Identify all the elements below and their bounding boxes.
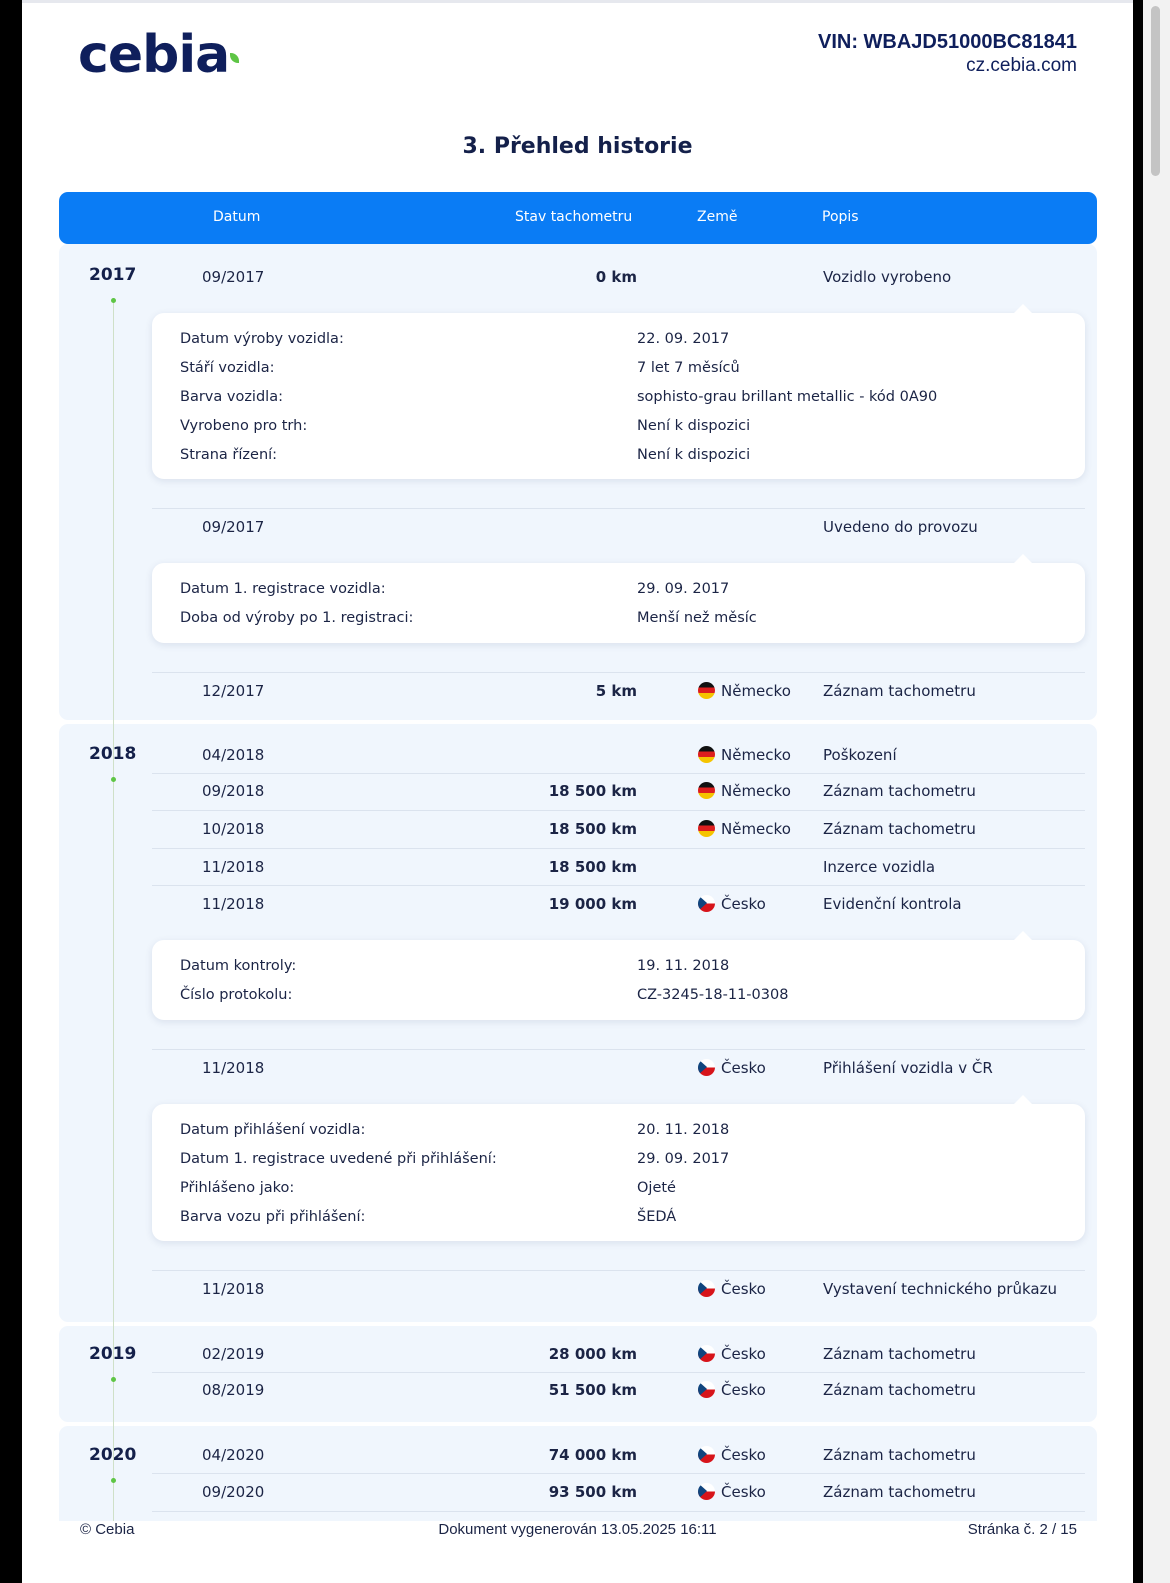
detail-card-cz-registration — [152, 1104, 1085, 1241]
timeline-line — [113, 299, 114, 1521]
detail-key: Číslo protokolu: — [180, 987, 293, 1003]
row-country: Německo — [698, 682, 791, 700]
detail-key: Datum kontroly: — [180, 958, 297, 974]
row-country: Německo — [698, 820, 791, 838]
detail-value: ŠEDÁ — [637, 1209, 677, 1225]
scrollbar-thumb[interactable] — [1151, 6, 1160, 176]
row-country: Česko — [698, 1280, 766, 1298]
row-divider — [152, 773, 1085, 774]
row-country: Česko — [698, 1345, 766, 1363]
row-divider — [152, 672, 1085, 673]
czech-flag-icon — [698, 1059, 715, 1076]
detail-value: CZ-3245-18-11-0308 — [637, 987, 789, 1003]
year-label: 2018 — [89, 744, 137, 764]
detail-key: Datum výroby vozidla: — [180, 331, 344, 347]
czech-flag-icon — [698, 1381, 715, 1398]
report-page — [22, 0, 1133, 1583]
row-date: 02/2019 — [202, 1345, 265, 1363]
germany-flag-icon — [698, 746, 715, 763]
czech-flag-icon — [698, 1483, 715, 1500]
row-country: Česko — [698, 1381, 766, 1399]
site-url[interactable]: cz.cebia.com — [966, 55, 1077, 76]
row-divider — [152, 1511, 1085, 1512]
row-description: Poškození — [823, 746, 897, 764]
row-odometer: 0 km — [595, 268, 637, 286]
row-country: Česko — [698, 1446, 766, 1464]
detail-value: 20. 11. 2018 — [637, 1122, 730, 1138]
row-date: 08/2019 — [202, 1381, 265, 1399]
footer-generated: Dokument vygenerován 13.05.2025 16:11 — [438, 1521, 717, 1538]
row-date: 11/2018 — [202, 895, 265, 913]
vin-block — [818, 31, 1077, 77]
vin-number: VIN: WBAJD51000BC81841 — [817, 31, 1077, 53]
row-date: 10/2018 — [202, 820, 265, 838]
col-date: Datum — [213, 209, 261, 225]
section-title: 3. Přehled historie — [462, 134, 693, 159]
row-odometer: 74 000 km — [548, 1446, 637, 1464]
detail-value: 29. 09. 2017 — [637, 581, 730, 597]
row-description: Záznam tachometru — [823, 682, 976, 700]
detail-value: Ojeté — [637, 1180, 676, 1196]
footer-page-number: Stránka č. 2 / 15 — [967, 1521, 1077, 1538]
row-odometer: 51 500 km — [548, 1381, 637, 1399]
detail-key: Stáří vozidla: — [180, 360, 275, 376]
row-divider — [152, 848, 1085, 849]
row-date: 12/2017 — [202, 682, 265, 700]
row-odometer: 18 500 km — [548, 820, 637, 838]
row-divider — [152, 508, 1085, 509]
detail-key: Vyrobeno pro trh: — [180, 418, 308, 434]
row-description: Záznam tachometru — [823, 820, 976, 838]
czech-flag-icon — [698, 1280, 715, 1297]
row-description: Záznam tachometru — [823, 1483, 976, 1501]
row-date: 11/2018 — [202, 858, 265, 876]
row-date: 11/2018 — [202, 1059, 265, 1077]
year-block-2019 — [59, 1326, 1097, 1422]
logo-leaf-icon — [230, 53, 239, 63]
germany-flag-icon — [698, 682, 715, 699]
timeline-dot — [111, 1478, 116, 1483]
detail-card-registration — [152, 563, 1085, 643]
row-odometer: 28 000 km — [548, 1345, 637, 1363]
row-odometer: 18 500 km — [548, 782, 637, 800]
row-description: Záznam tachometru — [823, 1446, 976, 1464]
row-date: 09/2017 — [202, 268, 265, 286]
czech-flag-icon — [698, 895, 715, 912]
row-divider — [152, 810, 1085, 811]
detail-key: Datum přihlášení vozidla: — [180, 1122, 366, 1138]
row-description: Přihlášení vozidla v ČR — [823, 1059, 993, 1077]
detail-value: sophisto-grau brillant metallic - kód 0A90 — [637, 389, 938, 405]
detail-key: Doba od výroby po 1. registraci: — [180, 610, 414, 626]
detail-value: 22. 09. 2017 — [637, 331, 730, 347]
timeline-dot — [111, 777, 116, 782]
detail-value: 19. 11. 2018 — [637, 958, 730, 974]
row-date: 04/2020 — [202, 1446, 265, 1464]
row-description: Evidenční kontrola — [823, 895, 962, 913]
row-date: 11/2018 — [202, 1280, 265, 1298]
row-odometer: 19 000 km — [548, 895, 637, 913]
col-odometer: Stav tachometru — [515, 209, 633, 225]
row-odometer: 18 500 km — [548, 858, 637, 876]
year-label: 2017 — [89, 265, 137, 285]
row-description: Vozidlo vyrobeno — [823, 268, 952, 286]
col-country: Země — [697, 209, 738, 225]
row-country: Německo — [698, 746, 791, 764]
row-description: Uvedeno do provozu — [823, 518, 978, 536]
row-country: Česko — [698, 1483, 766, 1501]
col-description: Popis — [822, 209, 859, 225]
year-label: 2020 — [89, 1445, 137, 1465]
detail-value: Menší než měsíc — [637, 610, 757, 626]
row-divider — [152, 1372, 1085, 1373]
row-description: Záznam tachometru — [823, 1381, 976, 1399]
detail-key: Přihlášeno jako: — [180, 1180, 295, 1196]
detail-key: Datum 1. registrace vozidla: — [180, 581, 386, 597]
detail-key: Datum 1. registrace uvedené při přihlášení: — [180, 1151, 497, 1167]
detail-card-production — [152, 313, 1085, 479]
row-description: Záznam tachometru — [823, 1345, 976, 1363]
germany-flag-icon — [698, 782, 715, 799]
table-header — [59, 192, 1097, 244]
row-divider — [152, 1473, 1085, 1474]
row-country: Německo — [698, 782, 791, 800]
row-odometer: 93 500 km — [548, 1483, 637, 1501]
scrollbar[interactable] — [1143, 0, 1170, 1583]
detail-value: Není k dispozici — [637, 447, 751, 463]
row-description: Inzerce vozidla — [823, 858, 936, 876]
timeline-dot — [111, 1377, 116, 1382]
row-divider — [152, 1049, 1085, 1050]
detail-card-inspection — [152, 940, 1085, 1020]
czech-flag-icon — [698, 1345, 715, 1362]
timeline-dot — [111, 298, 116, 303]
detail-key: Barva vozidla: — [180, 389, 283, 405]
row-description: Vystavení technického průkazu — [823, 1280, 1057, 1298]
row-country: Česko — [698, 895, 766, 913]
row-odometer: 5 km — [595, 682, 637, 700]
detail-key: Barva vozu při přihlášení: — [180, 1209, 366, 1225]
detail-value: Není k dispozici — [637, 418, 751, 434]
row-date: 09/2017 — [202, 518, 265, 536]
row-divider — [152, 1270, 1085, 1271]
year-label: 2019 — [89, 1344, 137, 1364]
footer-copyright: © Cebia — [80, 1521, 135, 1538]
row-description: Záznam tachometru — [823, 782, 976, 800]
row-country: Česko — [698, 1059, 766, 1077]
detail-key: Strana řízení: — [180, 447, 278, 463]
row-date: 09/2020 — [202, 1483, 265, 1501]
germany-flag-icon — [698, 820, 715, 837]
detail-value: 7 let 7 měsíců — [637, 360, 740, 376]
detail-value: 29. 09. 2017 — [637, 1151, 730, 1167]
row-divider — [152, 885, 1085, 886]
row-date: 04/2018 — [202, 746, 265, 764]
row-date: 09/2018 — [202, 782, 265, 800]
cebia-logo: cebia — [78, 25, 229, 85]
czech-flag-icon — [698, 1446, 715, 1463]
